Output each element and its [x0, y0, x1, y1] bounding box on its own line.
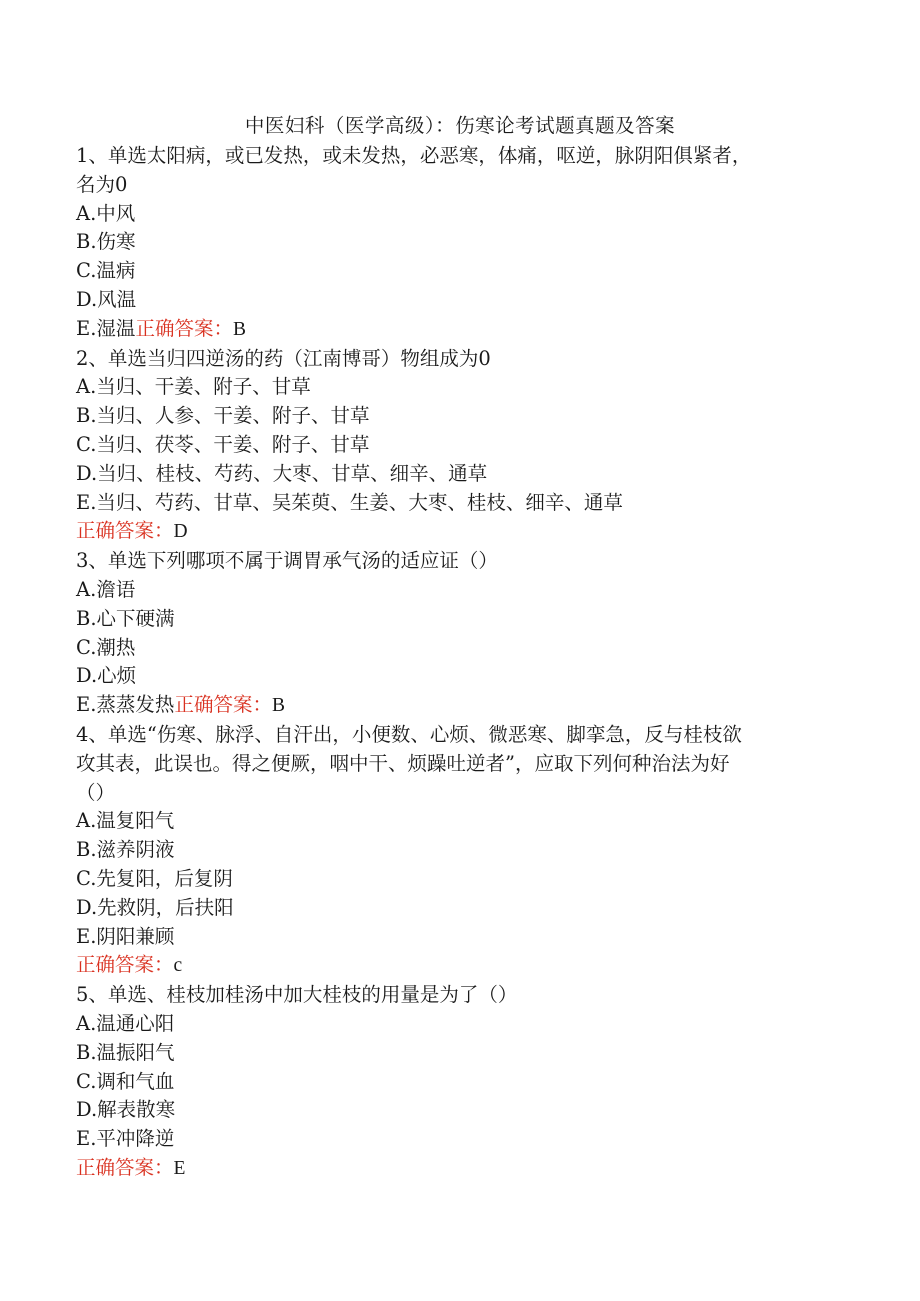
option-b: B.当归、人参、干姜、附子、甘草	[76, 404, 370, 428]
option-e: E.湿温	[76, 316, 136, 340]
option-b: B.心下硬满	[76, 606, 175, 630]
option-b: B.滋养阴液	[76, 838, 175, 862]
option-a: A.温通心阳	[76, 1011, 175, 1035]
answer-label: 正确答案：	[76, 1155, 174, 1179]
option-d: D.心烦	[76, 664, 137, 688]
option-a: A.当归、干姜、附子、甘草	[76, 375, 311, 399]
question-list	[76, 142, 836, 1184]
option-a: A.温复阳气	[76, 809, 175, 833]
option-e: E.当归、芍药、甘草、吴茱萸、生姜、大枣、桂枝、细辛、通草	[76, 490, 623, 514]
question-3	[76, 547, 836, 721]
option-c: C.温病	[76, 259, 136, 283]
question-stem: 5、单选、桂枝加桂汤中加大桂枝的用量是为了（）	[76, 983, 518, 1007]
option-d: D.风温	[76, 287, 137, 311]
answer-line	[76, 1154, 836, 1184]
question-2	[76, 345, 836, 548]
option-c: C.调和气血	[76, 1069, 175, 1093]
answer-line	[76, 951, 836, 981]
answer-value: E	[173, 1157, 186, 1179]
answer-value: D	[173, 521, 188, 543]
option-d: D.先救阴，后扶阳	[76, 895, 234, 919]
question-stem: 3、单选下列哪项不属于调胃承气汤的适应证（）	[76, 549, 498, 573]
option-d: D.解表散寒	[76, 1098, 176, 1122]
question-stem: （）	[76, 780, 116, 804]
option-e: E.阴阳兼顾	[76, 924, 175, 948]
answer-value: B	[271, 695, 285, 717]
answer-line	[76, 517, 836, 547]
option-b: B.温振阳气	[76, 1040, 175, 1064]
question-1	[76, 142, 836, 345]
page-title: 中医妇科（医学高级）：伤寒论考试题真题及答案	[244, 114, 676, 137]
option-c: C.先复阳，后复阴	[76, 866, 233, 890]
option-a: A.中风	[76, 201, 136, 225]
option-c: C.当归、茯苓、干姜、附子、甘草	[76, 432, 370, 456]
question-5	[76, 981, 836, 1184]
answer-label: 正确答案：	[76, 953, 174, 977]
option-c: C.潮热	[76, 635, 136, 659]
option-e-with-answer	[76, 691, 836, 721]
answer-value: B	[232, 318, 246, 340]
answer-label: 正确答案：	[76, 519, 174, 543]
question-stem: 名为0	[76, 172, 128, 196]
question-4	[76, 721, 836, 981]
option-e-with-answer	[76, 315, 836, 345]
option-e: E.蒸蒸发热	[76, 693, 175, 717]
answer-label: 正确答案：	[135, 316, 233, 340]
option-e: E.平冲降逆	[76, 1127, 175, 1151]
option-b: B.伤寒	[76, 230, 136, 254]
question-stem: 攻其表，此误也。得之便厥，咽中干、烦躁吐逆者”，应取下列何种治法为好	[76, 751, 730, 775]
option-d: D.当归、桂枝、芍药、大枣、甘草、细辛、通草	[76, 461, 488, 485]
question-stem: 4、单选“伤寒、脉浮、自汗出，小便数、心烦、微恶寒、脚挛急，反与桂枝欲	[76, 722, 742, 746]
question-stem: 2、单选当归四逆汤的药（江南博哥）物组成为0	[76, 346, 491, 370]
answer-label: 正确答案：	[174, 693, 272, 717]
question-stem: 1、单选太阳病，或已发热，或未发热，必恶寒，体痛，呕逆，脉阴阳俱紧者，	[76, 144, 752, 167]
option-a: A.澹语	[76, 577, 136, 601]
answer-value: c	[173, 955, 183, 977]
